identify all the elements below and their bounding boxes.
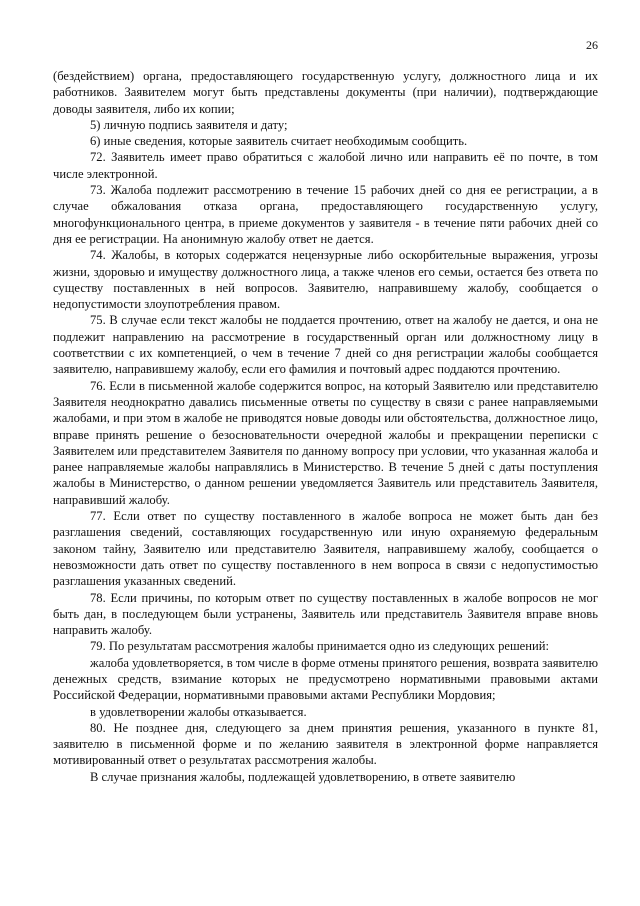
paragraph-75: 75. В случае если текст жалобы не поддается прочтению, ответ на жалобу не дается, и она не подлежит направлению на рассмотрение в государственный орган или должностному лицу в соответствии с их компетенцией, о чем в течение 7 дней со дня регистрации жалобы сообщается заявителю, направившему жалобу, если его фамилия и почтовый адрес поддаются прочтению. bbox=[53, 313, 598, 377]
paragraph-item-5: 5) личную подпись заявителя и дату; bbox=[90, 117, 288, 132]
paragraph-72: 72. Заявитель имеет право обратиться с жалобой лично или направить её по почте, в том числе электронной. bbox=[53, 150, 598, 181]
paragraph-79-option-2: в удовлетворении жалобы отказывается. bbox=[90, 704, 307, 719]
paragraph-79-option-1: жалоба удовлетворяется, в том числе в форме отмены принятого решения, возврата заявителю денежных средств, взимание которых не предусмотрено нормативными правовыми актами Российской Федерации, нормативными правовыми актами Республики Мордовия; bbox=[53, 655, 598, 703]
page-number: 26 bbox=[586, 38, 598, 52]
paragraph-76: 76. Если в письменной жалобе содержится вопрос, на который Заявителю или представителю Заявителя неоднократно давались письменные ответы по существу в связи с ранее направляемыми жалобами, и при этом в жалобе не приводятся новые доводы или обстоятельства, должностное лицо, вправе принять решение о безосновательности очередной жалобы и прекращении переписки с Заявителем или представителем Заявителя по данному вопросу при условии, что указанная жалоба и ранее направляемые жалобы направлялись в Министерство. В течение 5 дней с даты поступления жалобы в Министерство, о данном решении уведомляется Заявитель или представитель Заявителя, направивший жалобу. bbox=[53, 378, 598, 507]
paragraph-73: 73. Жалоба подлежит рассмотрению в течение 15 рабочих дней со дня ее регистрации, а в случае обжалования отказа органа, предоставляющего государственную услугу, многофункционального центра, в приеме документов у заявителя - в течение пяти рабочих дней со дня ее регистрации. На анонимную жалобу ответ не дается. bbox=[53, 183, 598, 246]
paragraph-74: 74. Жалобы, в которых содержатся нецензурные либо оскорбительные выражения, угрозы жизни, здоровью и имуществу должностного лица, а также членов его семьи, остается без ответа по существу поставленных в ней вопросов. Заявителю, направившему жалобу, сообщается о недопустимости злоупотребления правом. bbox=[53, 248, 598, 312]
paragraph-item-6: 6) иные сведения, которые заявитель считает необходимым сообщить. bbox=[90, 134, 468, 149]
document-body bbox=[53, 68, 598, 785]
paragraph-80-continuation: В случае признания жалобы, подлежащей удовлетворению, в ответе заявителю bbox=[90, 769, 516, 784]
paragraph-80: 80. Не позднее дня, следующего за днем принятия решения, указанного в пункте 81, заявителю в письменной форме и по желанию заявителя в электронной форме направляется мотивированный ответ о результатах рассмотрения жалобы. bbox=[53, 720, 598, 768]
paragraph-77: 77. Если ответ по существу поставленного в жалобе вопроса не может быть дан без разглашения сведений, составляющих государственную или иную охраняемую федеральным законом тайну, Заявителю или представителю Заявителя, направившему жалобу, сообщается о невозможности дать ответ по существу поставленного в нем вопроса в связи с недопустимостью разглашения указанных сведений. bbox=[53, 509, 598, 589]
paragraph-continuation: (бездействием) органа, предоставляющего государственную услугу, должностного лица и их работников. Заявителем могут быть представлены документы (при наличии), подтверждающие доводы заявителя, либо их копии; bbox=[53, 69, 598, 116]
paragraph-78: 78. Если причины, по которым ответ по существу поставленных в жалобе вопросов не мог быть дан, в последующем были устранены, Заявитель или представитель Заявителя вправе вновь направить жалобу. bbox=[53, 590, 598, 638]
paragraph-79: 79. По результатам рассмотрения жалобы принимается одно из следующих решений: bbox=[90, 639, 549, 654]
